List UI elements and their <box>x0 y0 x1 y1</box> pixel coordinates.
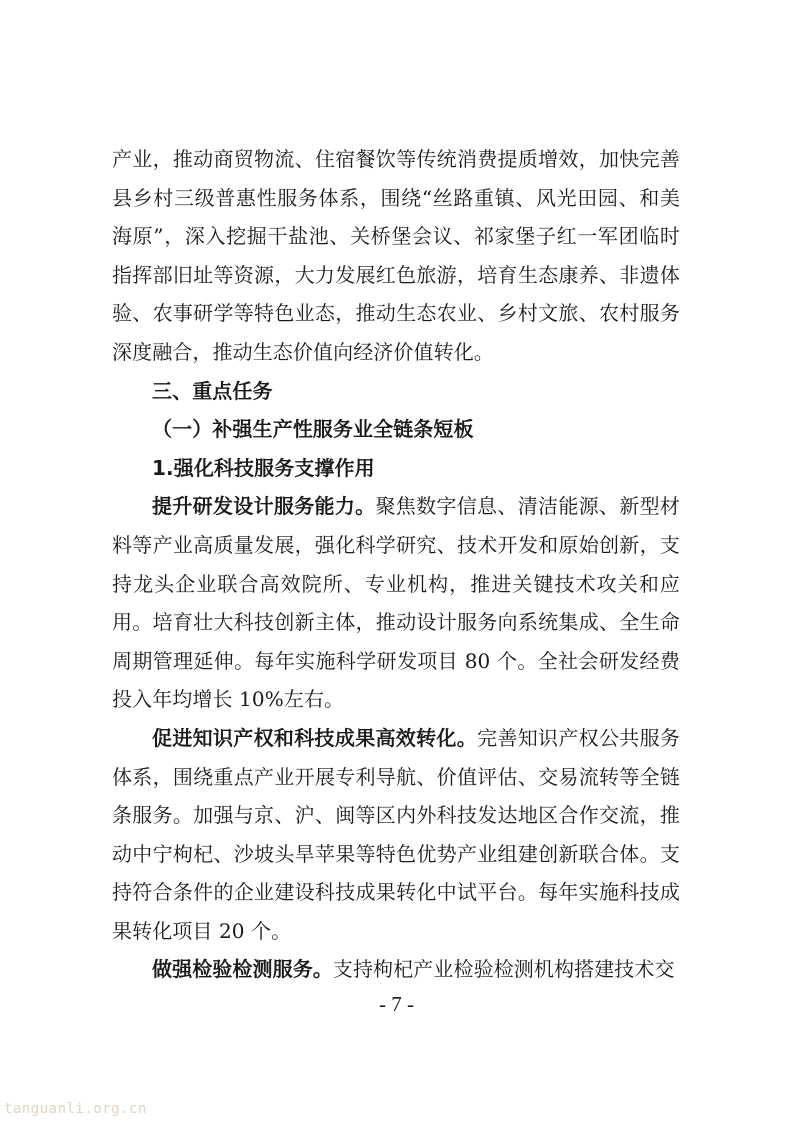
page-number: - 7 - <box>379 992 414 1016</box>
heading-text: （一）补强生产性服务业全链条短板 <box>152 417 474 442</box>
document-body <box>112 140 680 989</box>
heading-text: 三、重点任务 <box>152 378 273 403</box>
paragraph-consumption-upgrade <box>112 140 680 372</box>
paragraph-lead: 促进知识产权和科技成果高效转化。 <box>152 725 478 750</box>
subsection-heading-productive-services <box>112 410 680 449</box>
paragraph-ip-transfer <box>112 719 680 951</box>
paragraph-rd-design <box>112 487 680 719</box>
paragraph-text: 产业，推动商贸物流、住宿餐饮等传统消费提质增效，加快完善县乡村三级普惠性服务体系，围绕“丝路重镇、风光田园、和美海原”，深入挖掘干盐池、关桥堡会议、祁家堡子红一军团临时指挥部旧址等资源，大力发展红色旅游，培育生态康养、非遗体验、农事研学等特色业态，推动生态农业、乡村文旅、农村服务深度融合，推动生态价值向经济价值转化。 <box>112 147 680 364</box>
heading-text: 1.强化科技服务支撑作用 <box>152 455 375 480</box>
paragraph-text: 支持枸杞产业检验检测机构搭建技术交 <box>332 957 675 982</box>
paragraph-testing-services <box>112 950 680 989</box>
section-heading-key-tasks <box>112 372 680 411</box>
paragraph-lead: 做强检验检测服务。 <box>152 957 333 982</box>
paragraph-lead: 提升研发设计服务能力。 <box>152 494 376 519</box>
watermark: tanguanli.org.cn <box>4 1101 147 1117</box>
paragraph-text: 聚焦数字信息、清洁能源、新型材料等产业高质量发展，强化科学研究、技术开发和原始创新，支持龙头企业联合高效院所、专业机构，推进关键技术攻关和应用。培育壮大科技创新主体，推动设计服务向系统集成、全生命周期管理延伸。每年实施科学研发项目 80 个。全社会研发经费投入年均增长 10%左右。 <box>112 494 681 712</box>
item-heading-tech-services <box>112 449 680 488</box>
paragraph-text: 完善知识产权公共服务体系，围绕重点产业开展专利导航、价值评估、交易流转等全链条服务。加强与京、沪、闽等区内外科技发达地区合作交流，推动中宁枸杞、沙坡头旱苹果等特色优势产业组建创新联合体。支持符合条件的企业建设科技成果转化中试平台。每年实施科技成果转化项目 20 个。 <box>112 725 681 943</box>
